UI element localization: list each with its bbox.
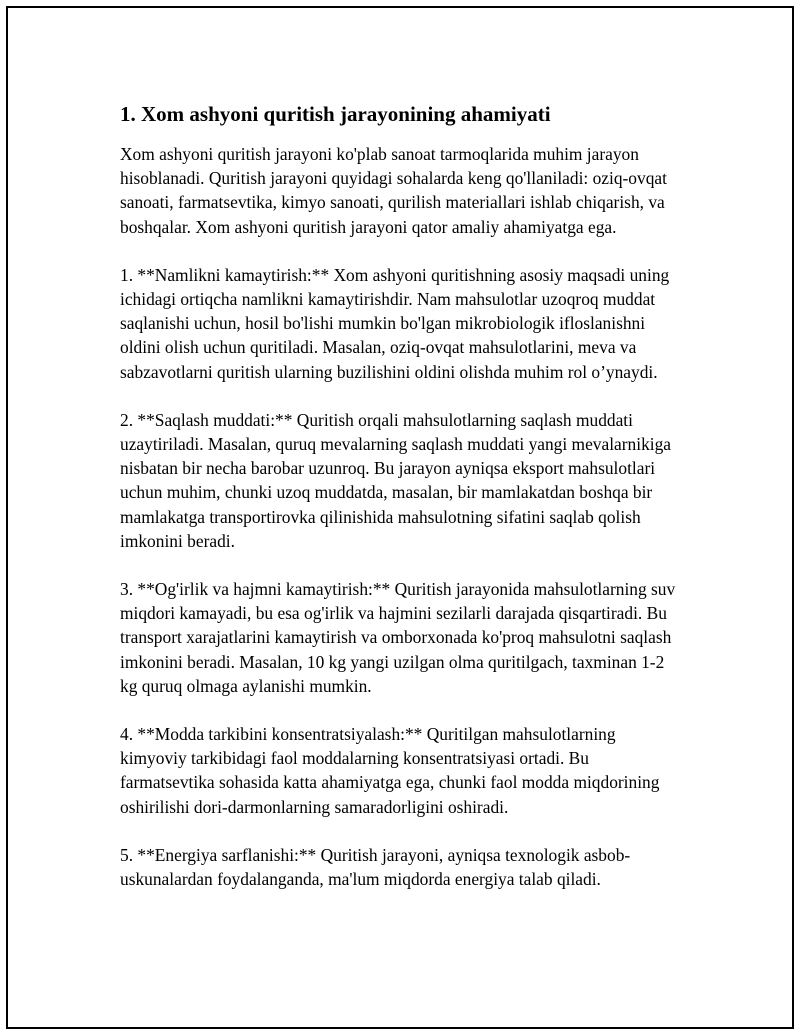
list-item-weight-volume: 3. **Og'irlik va hajmni kamaytirish:** Quritish jarayonida mahsulotlarning suv miqdori kamayadi, bu esa og'irlik va hajmini sezilarli darajada qisqartiradi. Bu transport xarajatlarini kamaytirish va omborxonada ko'proq mahsulotni saqlash imkonini beradi. Masalan, 10 kg yangi uzilgan olma quritilgach, taxminan 1-2 kg quruq olmaga aylanishi mumkin.: [120, 579, 676, 696]
document-body: [120, 100, 680, 915]
intro-paragraph: Xom ashyoni quritish jarayoni ko'plab sanoat tarmoqlarida muhim jarayon hisoblanadi. Quritish jarayoni quyidagi sohalarda keng qo'llaniladi: oziq-ovqat sanoati, farmatsevtika, kimyo sanoati, qurilish materiallari ishlab chiqarish, va boshqalar. Xom ashyoni quritish jarayoni qator amaliy ahamiyatga ega.: [120, 144, 667, 237]
list-item-concentration: 4. **Modda tarkibini konsentratsiyalash:** Quritilgan mahsulotlarning kimyoviy tarkibidagi faol moddalarning konsentratsiyasi ortadi. Bu farmatsevtika sohasida katta ahamiyatga ega, chunki faol modda miqdorining oshirilishi dori-darmonlarning samaradorligini oshiradi.: [120, 724, 660, 817]
list-item-energy: 5. **Energiya sarflanishi:** Quritish jarayoni, ayniqsa texnologik asbob-uskunalardan foydalanganda, ma'lum miqdorda energiya talab qiladi.: [120, 844, 631, 890]
page-frame: [6, 6, 794, 1029]
section-heading: 1. Xom ashyoni quritish jarayonining ahamiyati: [120, 102, 551, 126]
list-item-shelf-life: 2. **Saqlash muddati:** Quritish orqali mahsulotlarning saqlash muddati uzaytiriladi. Masalan, quruq mevalarning saqlash muddati yangi mevalarnikiga nisbatan bir necha barobar uzunroq. Bu jarayon ayniqsa eksport mahsulotlari uchun muhim, chunki uzoq muddatda, masalan, bir mamlakatdan boshqa bir mamlakatga transportirovka qilinishida mahsulotning sifatini saqlab qolish imkonini beradi.: [120, 409, 672, 551]
list-item-moisture: 1. **Namlikni kamaytirish:** Xom ashyoni quritishning asosiy maqsadi uning ichidagi ortiqcha namlikni kamaytirishdir. Nam mahsulotlar uzoqroq muddat saqlanishi uchun, hosil bo'lishi mumkin bo'lgan mikrobiologik ifloslanishni oldini olish uchun quritiladi. Masalan, oziq-ovqat mahsulotlarini, meva va sabzavotlarni quritish ularning buzilishini oldini olishda muhim rol o’ynaydi.: [120, 264, 670, 382]
